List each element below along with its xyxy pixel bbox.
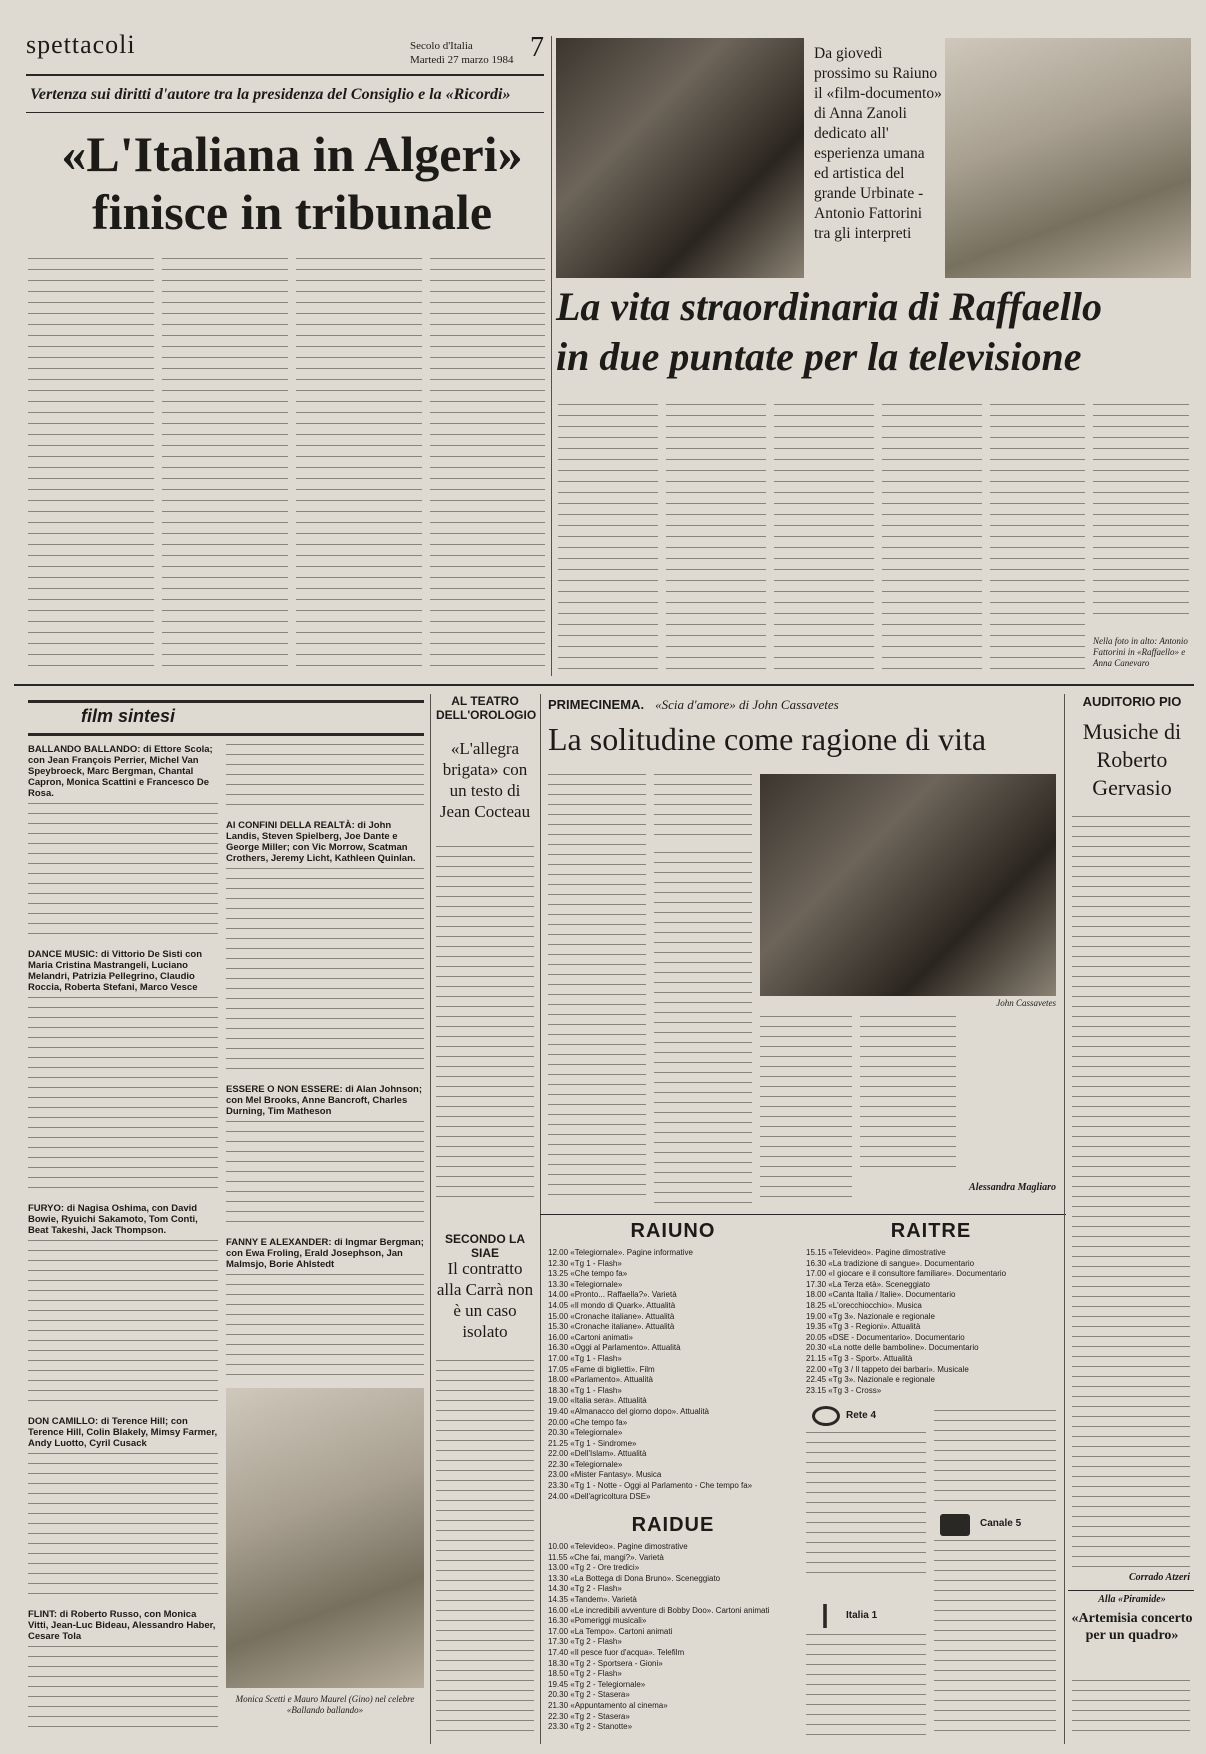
- tv-listing-row: 10.00 «Televideo». Pagine dimostrative: [548, 1542, 688, 1551]
- tv-top-rule: [540, 1214, 1066, 1215]
- siae-label: SECONDO LA SIAE: [444, 1232, 525, 1260]
- tv-listing-row: 22.00 «Dell'Islam». Attualità: [548, 1449, 647, 1459]
- main-headline-1: «L'Italiana in Algeri»: [61, 126, 523, 182]
- tv-listing-row: 17.00 «La Tempo». Cartoni animati: [548, 1626, 673, 1636]
- film-entry-body: [28, 997, 218, 1197]
- film-entry-essere: ESSERE O NON ESSERE: di Alan Johnson; con Mel Brooks, Anne Bancroft, Charles Durning, Tim Matheson: [226, 1084, 423, 1117]
- tv-listing-row: 13.00 «Tg 2 - Ore tredici»: [548, 1563, 640, 1573]
- film-entry-body: [226, 1274, 424, 1384]
- issue-date: Martedì 27 marzo 1984: [410, 54, 514, 66]
- tv-listing-row: 21.25 «Tg 1 - Sindrome»: [548, 1438, 637, 1448]
- primecinema-body-col-4: [860, 1016, 956, 1176]
- primecinema-body-col-1: [548, 774, 646, 1204]
- tv-listing-row: 19.00 «Italia sera». Attualità: [548, 1396, 647, 1406]
- rete4-listing-2: [934, 1410, 1056, 1510]
- header-rule: [26, 74, 544, 76]
- film-entry-ballando: BALLANDO BALLANDO: di Ettore Scola; con Jean François Perrier, Michel Van Speybroeck, Marc Bergman, Chantal Capron, Monica Scattini e Francesco De Rosa.: [28, 744, 213, 799]
- tv-listing-row: 16.30 «Pomeriggi musicali»: [548, 1616, 647, 1626]
- film-entry-body: [226, 744, 424, 814]
- raitre-listing: [806, 1248, 1056, 1400]
- raffaello-headline-2: in due puntate per la televisione: [556, 334, 1082, 379]
- tv-listing-row: 17.40 «Il pesce fuor d'acqua». Telefilm: [548, 1647, 685, 1657]
- tv-listing-row: 22.30 «Telegiornale»: [548, 1459, 623, 1469]
- page-number: 7: [530, 32, 544, 63]
- raiuno-listing: [548, 1248, 798, 1502]
- tv-listing-row: 11.55 «Che fai, mangi?». Varietà: [548, 1552, 664, 1562]
- film-entry-flint: FLINT: di Roberto Russo, con Monica Vitti, Jean-Luc Bideau, Alessandro Haber, Cesare Tola: [28, 1609, 216, 1642]
- primecinema-kicker: [548, 694, 1056, 713]
- column-divider-3: [1064, 694, 1065, 1744]
- auditorio-headline: Musiche di Roberto Gervasio: [1082, 719, 1182, 800]
- tv-listing-row: 22.00 «Tg 3 / Il tappeto dei barbari». Musicale: [806, 1364, 969, 1374]
- raffaello-body-col-2: [666, 404, 766, 672]
- primecinema-byline: Alessandra Magliaro: [969, 1182, 1056, 1193]
- auditorio-byline: Corrado Atzeri: [1128, 1572, 1190, 1583]
- teatro-headline: «L'allegra brigata» con un testo di Jean Cocteau: [439, 739, 531, 821]
- canale5-icon: [940, 1514, 970, 1536]
- main-body-col-2: [162, 258, 288, 670]
- italia1-icon: [816, 1604, 834, 1628]
- section-title: spettacoli: [26, 30, 136, 59]
- auditorio-box-rule: [1068, 1590, 1194, 1591]
- film-entry-dance-music: DANCE MUSIC: di Vittorio De Sisti con Maria Cristina Mastrangeli, Luciano Melandri, Patrizia Pellegrino, Claudio Roccia, Roberta Stefani, Marco Vesce: [28, 949, 203, 993]
- tv-listing-row: 22.45 «Tg 3». Nazionale e regionale: [806, 1375, 935, 1385]
- main-kicker: Vertenza sui diritti d'autore tra la presidenza del Consiglio e la «Ricordi»: [30, 86, 511, 103]
- kicker-rule: [26, 112, 544, 113]
- tv-listing-row: 16.30 «La tradizione di sangue». Documentario: [806, 1258, 975, 1268]
- rete4-label: Rete 4: [846, 1410, 877, 1421]
- tv-listing-row: 22.30 «Tg 2 - Stasera»: [548, 1711, 630, 1721]
- cassavetes-photo-caption: John Cassavetes: [996, 998, 1056, 1008]
- film-entry-confini: AI CONFINI DELLA REALTÀ: di John Landis, Steven Spielberg, Joe Dante e George Miller; con Vic Morrow, Scatman Crothers, Jeremy Licht, Kathleen Quinlan.: [226, 820, 416, 864]
- film-entry-body: [28, 1240, 218, 1410]
- tv-listing-row: 18.30 «Tg 2 - Sportsera - Gioni»: [548, 1658, 663, 1668]
- ballando-photo-caption: Monica Scetti e Mauro Maurel (Gino) nel celebre «Ballando ballando»: [235, 1694, 415, 1715]
- film-entry-furyo: FURYO: di Nagisa Oshima, con David Bowie, Ryuichi Sakamoto, Tom Conti, Beat Takeshi, Jack Thompson.: [28, 1203, 198, 1236]
- raffaello-body-col-1: [558, 404, 658, 672]
- primecinema-label: PRIMECINEMA.: [548, 697, 645, 712]
- raffaello-photo-left: [556, 38, 804, 278]
- tv-listing-row: 16.00 «Cartoni animati»: [548, 1332, 633, 1342]
- tv-listing-row: 23.30 «Tg 1 - Notte - Oggi al Parlamento - Che tempo fa»: [548, 1481, 753, 1491]
- tv-listing-row: 13.25 «Che tempo fa»: [548, 1269, 628, 1279]
- column-divider-1: [430, 694, 431, 1744]
- film-entry-fanny: FANNY E ALEXANDER: di Ingmar Bergman; con Ewa Froling, Erald Josephson, Jan Malmsjo, Boriе Ahlstedt: [226, 1237, 424, 1270]
- tv-listing-row: 18.30 «Tg 1 - Flash»: [548, 1385, 622, 1395]
- siae-headline: Il contratto alla Carrà non è un caso isolato: [436, 1259, 534, 1341]
- main-body-col-1: [28, 258, 154, 670]
- primecinema-subject: «Scia d'amore» di John Cassavetes: [655, 697, 839, 712]
- main-headline-2: finisce in tribunale: [91, 184, 493, 240]
- teatro-label: AL TEATRO DELL'OROLOGIO: [436, 694, 537, 722]
- raffaello-photo-caption: Nella foto in alto: Antonio Fattorini in «Raffaello» e Anna Canevaro: [1093, 636, 1188, 668]
- auditorio-box-label: Alla «Piramide»: [1098, 1594, 1166, 1605]
- tv-listing-row: 16.00 «Le incredibili avventure di Bobby Doo». Cartoni animati: [548, 1605, 770, 1615]
- ballando-photo: [226, 1388, 424, 1688]
- tv-listing-row: 21.30 «Appuntamento al cinema»: [548, 1700, 668, 1710]
- auditorio-body: [1072, 816, 1190, 1568]
- raidue-listing: [548, 1542, 798, 1742]
- tv-listing-row: 20.30 «La notte delle bamboline». Documentario: [806, 1343, 979, 1353]
- tv-listing-row: 12.30 «Tg 1 - Flash»: [548, 1258, 622, 1268]
- film-entry-don-camillo: DON CAMILLO: di Terence Hill; con Terence Hill, Colin Blakely, Mimsy Farmer, Andy Luotto, Cyril Cusack: [28, 1416, 218, 1449]
- film-sintesi-col-2: [226, 744, 424, 1384]
- film-entry-body: [226, 1121, 424, 1231]
- tv-listing-row: 17.30 «Tg 2 - Flash»: [548, 1637, 622, 1647]
- auditorio-box-body: [1072, 1680, 1190, 1740]
- primecinema-body-col-2: [654, 774, 752, 844]
- main-body-col-3: [296, 258, 422, 670]
- teatro-body: [436, 846, 534, 1198]
- tv-listing-row: 17.00 «Tg 1 - Flash»: [548, 1353, 622, 1363]
- italia1-label: Italia 1: [846, 1610, 878, 1621]
- auditorio-label: AUDITORIO PIO: [1082, 694, 1182, 709]
- film-entry-body: [226, 868, 424, 1078]
- tv-listing-row: 17.00 «I giocare e il consultore familiare». Documentario: [806, 1269, 1007, 1279]
- tv-listing-row: 17.05 «Fame di biglietti». Film: [548, 1364, 655, 1374]
- column-divider-main: [551, 36, 552, 676]
- tv-listing-row: 13.30 «Telegiornale»: [548, 1279, 623, 1289]
- tv-listing-row: 23.00 «Mister Fantasy». Musica: [548, 1470, 662, 1480]
- tv-listing-row: 23.15 «Tg 3 - Cross»: [806, 1385, 882, 1395]
- tv-listing-row: 16.30 «Oggi al Parlamento». Attualità: [548, 1343, 681, 1353]
- tv-listing-row: 19.00 «Tg 3». Nazionale e regionale: [806, 1311, 935, 1321]
- raiuno-logo: RAIUNO: [630, 1220, 716, 1242]
- cassavetes-photo: [760, 774, 1056, 996]
- mid-rule: [14, 684, 1194, 686]
- film-sintesi-title: film sintesi: [80, 706, 176, 726]
- tv-listing-row: 14.30 «Tg 2 - Flash»: [548, 1584, 622, 1594]
- raidue-logo: RAIDUE: [631, 1514, 715, 1536]
- siae-body: [436, 1360, 534, 1740]
- raitre-logo: RAITRE: [890, 1220, 972, 1242]
- primecinema-body-col-3: [760, 1016, 852, 1204]
- tv-listing-row: 19.45 «Tg 2 - Telegiornale»: [548, 1679, 646, 1689]
- rete4-icon: [812, 1406, 840, 1426]
- tv-listing-row: 14.00 «Pronto... Raffaella?». Varietà: [548, 1290, 677, 1300]
- film-entry-body: [28, 1646, 218, 1736]
- tv-listing-row: 23.30 «Tg 2 - Stanotte»: [548, 1722, 633, 1732]
- tv-listing-row: 20.30 «Telegiornale»: [548, 1428, 623, 1438]
- raffaello-headline-1: La vita straordinaria di Raffaello: [556, 284, 1102, 329]
- tv-listing-row: 19.35 «Tg 3 - Regioni». Attualità: [806, 1322, 921, 1332]
- tv-listing-row: 14.35 «Tandem». Varietà: [548, 1594, 637, 1604]
- raffaello-teaser: Da giovedì prossimo su Raiuno il «film-documento» di Anna Zanoli dedicato all' esperienza umana ed artistica del grande Urbinate - Antonio Fattorini tra gli interpreti: [814, 45, 942, 242]
- film-entry-body: [28, 803, 218, 943]
- film-sintesi-col-1: [28, 744, 218, 1740]
- tv-listing-row: 15.30 «Cronache italiane». Attualità: [548, 1322, 675, 1332]
- film-entry-body: [28, 1453, 218, 1603]
- canale5-label: Canale 5: [980, 1518, 1022, 1529]
- primecinema-body-col-2b: [654, 852, 752, 1204]
- canale5-listing: [934, 1540, 1056, 1740]
- raffaello-body-col-5: [990, 404, 1085, 672]
- tv-listing-row: 12.00 «Telegiornale». Pagine informative: [548, 1248, 693, 1257]
- auditorio-box-headline: «Artemisia concerto per un quadro»: [1071, 1611, 1193, 1643]
- raffaello-body-col-4: [882, 404, 982, 672]
- raffaello-body-col-3: [774, 404, 874, 672]
- tv-listing-row: 24.00 «Dell'agricoltura DSE»: [548, 1491, 651, 1501]
- primecinema-headline: La solitudine come ragione di vita: [548, 721, 987, 757]
- tv-listing-row: 21.15 «Tg 3 - Sport». Attualità: [806, 1353, 913, 1363]
- rete4-listing-1: [806, 1432, 926, 1582]
- tv-listing-row: 13.30 «La Bottega di Dona Bruno». Sceneggiato: [548, 1573, 721, 1583]
- main-body-col-4: [430, 258, 545, 670]
- tv-listing-row: 20.05 «DSE - Documentario». Documentario: [806, 1332, 965, 1342]
- tv-listing-row: 19.40 «Almanacco del giorno dopo». Attualità: [548, 1406, 710, 1416]
- column-divider-2: [540, 694, 541, 1744]
- tv-listing-row: 17.30 «La Terza età». Sceneggiato: [806, 1279, 930, 1289]
- raffaello-photo-right: [945, 38, 1191, 278]
- tv-listing-row: 14.05 «Il mondo di Quark». Attualità: [548, 1300, 676, 1310]
- tv-listing-row: 20.30 «Tg 2 - Stasera»: [548, 1690, 630, 1700]
- italia1-listing: [806, 1634, 926, 1740]
- tv-listing-row: 18.25 «L'orecchiocchio». Musica: [806, 1300, 922, 1310]
- raffaello-body-col-6: [1093, 404, 1189, 624]
- tv-listing-row: 20.00 «Che tempo fa»: [548, 1417, 628, 1427]
- tv-listing-row: 15.00 «Cronache italiane». Attualità: [548, 1311, 675, 1321]
- tv-listing-row: 15.15 «Televideo». Pagine dimostrative: [806, 1248, 946, 1257]
- tv-listing-row: 18.50 «Tg 2 - Flash»: [548, 1669, 622, 1679]
- tv-listing-row: 18.00 «Canta Italia / Italie». Documentario: [806, 1290, 956, 1300]
- paper-name: Secolo d'Italia: [410, 40, 473, 52]
- tv-listing-row: 18.00 «Parlamento». Attualità: [548, 1375, 653, 1385]
